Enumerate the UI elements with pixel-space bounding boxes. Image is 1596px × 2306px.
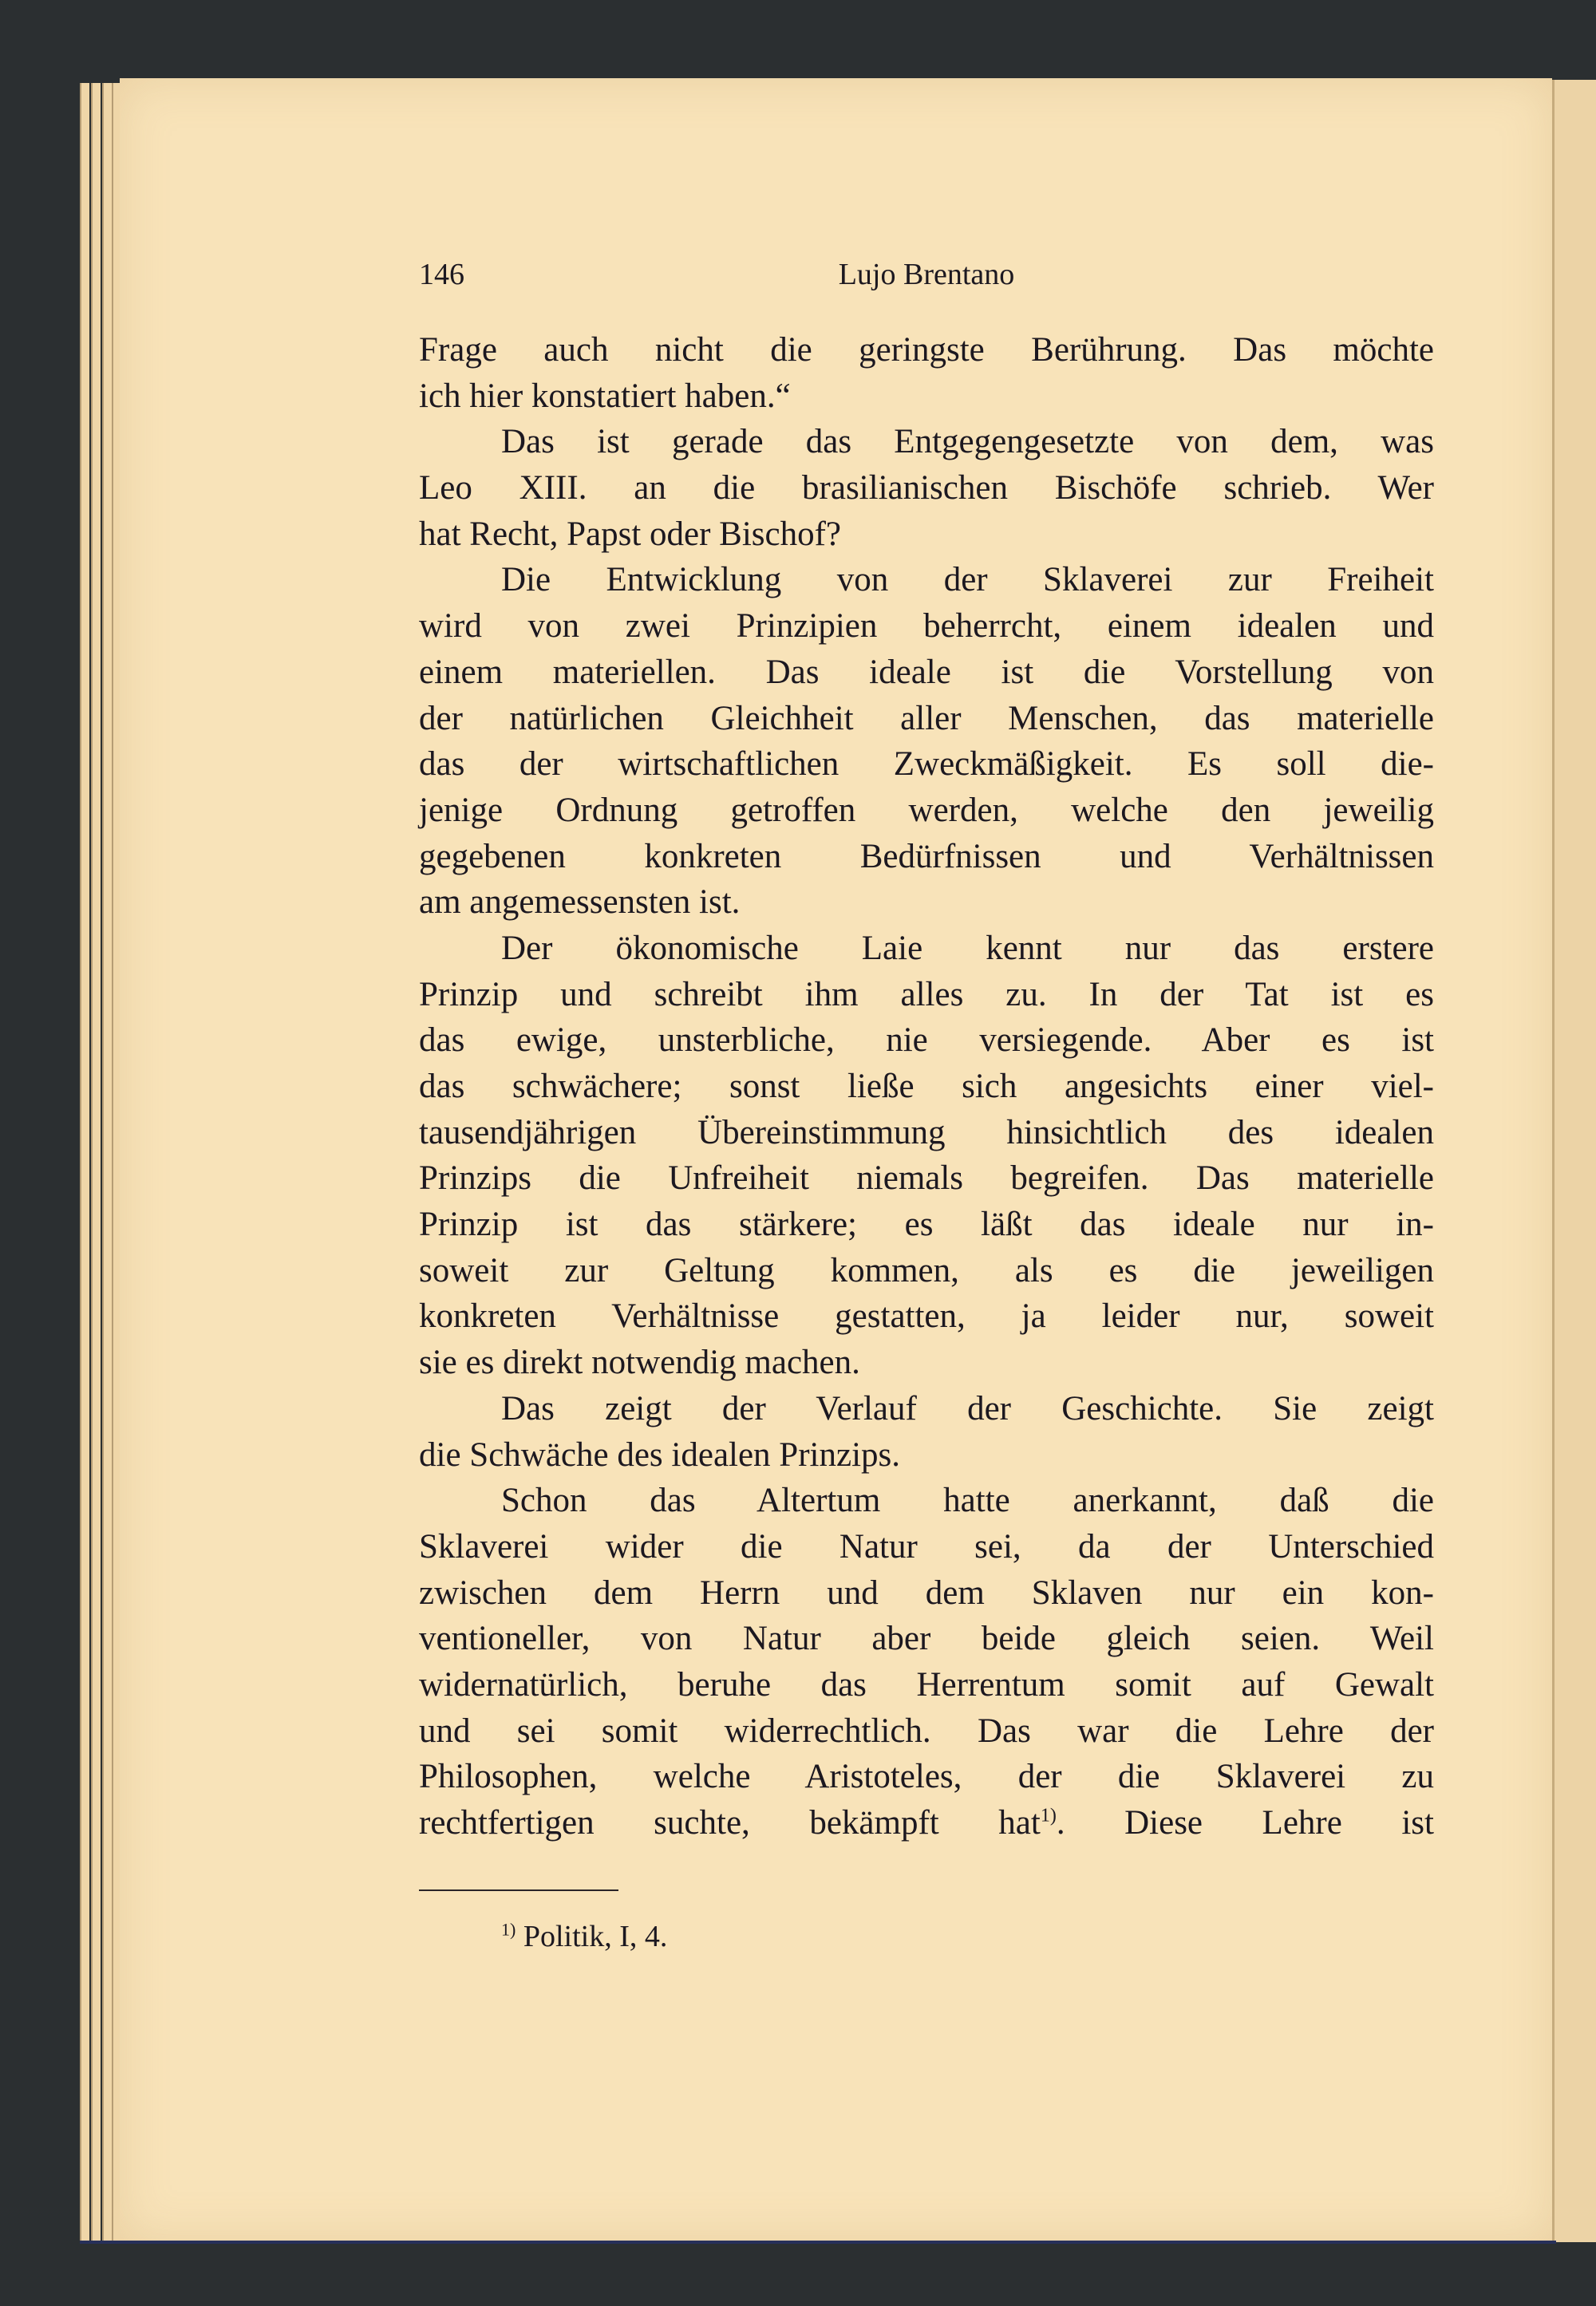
text-line [419,603,1434,650]
text-line [419,1293,1434,1340]
text-line [419,373,1434,420]
text-line [419,511,1434,558]
line-text: Das ist gerade das Entgegengesetzte von dem, was [501,423,1434,461]
line-text: Das zeigt der Verlauf der Geschichte. Sie zeigt [501,1389,1434,1427]
line-text: ich hier konstatiert haben.“ [419,377,791,415]
line-text: das schwächere; sonst ließe sich angesichts einer viel- [419,1068,1434,1105]
text-line [419,926,1434,972]
line-text: Frage auch nicht die geringste Berührung. Das möchte [419,331,1434,369]
line-text: der natürlichen Gleichheit aller Menschen, das materielle [419,699,1434,737]
text-line [419,1616,1434,1662]
text-line [419,1662,1434,1708]
text-line [419,1432,1434,1479]
text-line [419,834,1434,880]
line-text: soweit zur Geltung kommen, als es die jeweiligen [419,1251,1434,1289]
line-text: das der wirtschaftlichen Zweckmäßigkeit. Es soll die- [419,745,1434,784]
line-text: Leo XIII. an die brasilianischen Bischöfe schrieb. Wer [419,469,1434,507]
text-line [419,1570,1434,1617]
facing-page-edge [1552,80,1596,2242]
text-line [419,1524,1434,1570]
line-text: Prinzip ist das stärkere; es läßt das ideale nur in- [419,1206,1434,1244]
text-line [419,879,1434,926]
text-line [419,650,1434,696]
line-text: widernatürlich, beruhe das Herrentum somit auf Gewalt [419,1665,1434,1704]
text-line [419,1340,1434,1386]
footnote [419,1919,1516,1954]
footnote-marker: 1) [501,1919,516,1940]
text-line [419,1110,1434,1156]
line-text: gegebenen konkreten Bedürfnissen und Verhältnissen [419,837,1434,875]
text-line [419,788,1434,834]
line-text: und sei somit widerrechtlich. Das war die Lehre der [419,1712,1434,1750]
line-text: rechtfertigen suchte, bekämpft hat [419,1804,1041,1842]
line-text: einem materiellen. Das ideale ist die Vorstellung von [419,653,1434,691]
text-line [419,741,1434,788]
line-text: die Schwäche des idealen Prinzips. [419,1435,901,1474]
footnote-text: Politik, I, 4. [516,1920,668,1953]
text-line [419,1202,1434,1248]
text-line [419,1248,1434,1294]
line-text: Prinzips die Unfreiheit niemals begreifen. Das materielle [419,1159,1434,1198]
page-edge [80,83,89,2242]
line-text: tausendjährigen Übereinstimmung hinsichtlich des idealen [419,1113,1434,1151]
text-line [419,1386,1434,1432]
page-header [419,257,1434,297]
line-text: Philosophen, welche Aristoteles, der die Sklaverei zu [419,1758,1434,1796]
line-text: das ewige, unsterbliche, nie versiegende. Aber es ist [419,1021,1434,1060]
line-text: Sklaverei wider die Natur sei, da der Unterschied [419,1527,1434,1566]
page-edge [102,83,112,2242]
text-line [419,1064,1434,1110]
text-line [419,465,1434,511]
footnote-rule [419,1889,618,1891]
line-text: Prinzip und schreibt ihm alles zu. In der Tat ist es [419,975,1434,1013]
text-line [419,1478,1434,1524]
text-line [419,1800,1434,1846]
line-text: jenige Ordnung getroffen werden, welche den jeweilig [419,791,1434,829]
line-text: ventioneller, von Natur aber beide gleich seien. Weil [419,1620,1434,1658]
page-number: 146 [419,258,464,291]
line-text: Schon das Altertum hatte anerkannt, daß die [501,1482,1434,1520]
line-text: zwischen dem Herrn und dem Sklaven nur ein kon- [419,1574,1434,1612]
line-text: am angemessensten ist. [419,883,741,922]
running-title: Lujo Brentano [838,258,1015,291]
line-text: hat Recht, Papst oder Bischof? [419,515,842,553]
line-text: konkreten Verhältnisse gestatten, ja leider nur, soweit [419,1297,1434,1336]
text-line [419,1754,1434,1800]
page-bottom-edge [80,2241,1556,2244]
footnote-reference: 1) [1040,1805,1057,1826]
line-text: wird von zwei Prinzipien beherrcht, einem idealen und [419,607,1434,646]
page-edge [91,83,101,2242]
text-line [419,1155,1434,1202]
text-line [419,696,1434,742]
text-line [419,419,1434,465]
line-text: Der ökonomische Laie kennt nur das erstere [501,929,1434,967]
text-line [419,1708,1434,1755]
text-line [419,557,1434,603]
text-line [419,972,1434,1018]
line-text: . Diese Lehre ist [1056,1804,1434,1842]
line-text: Die Entwicklung von der Sklaverei zur Freiheit [501,561,1434,599]
text-line [419,1017,1434,1064]
line-text: sie es direkt notwendig machen. [419,1344,860,1382]
text-line [419,327,1434,373]
body-text [419,327,1434,1846]
